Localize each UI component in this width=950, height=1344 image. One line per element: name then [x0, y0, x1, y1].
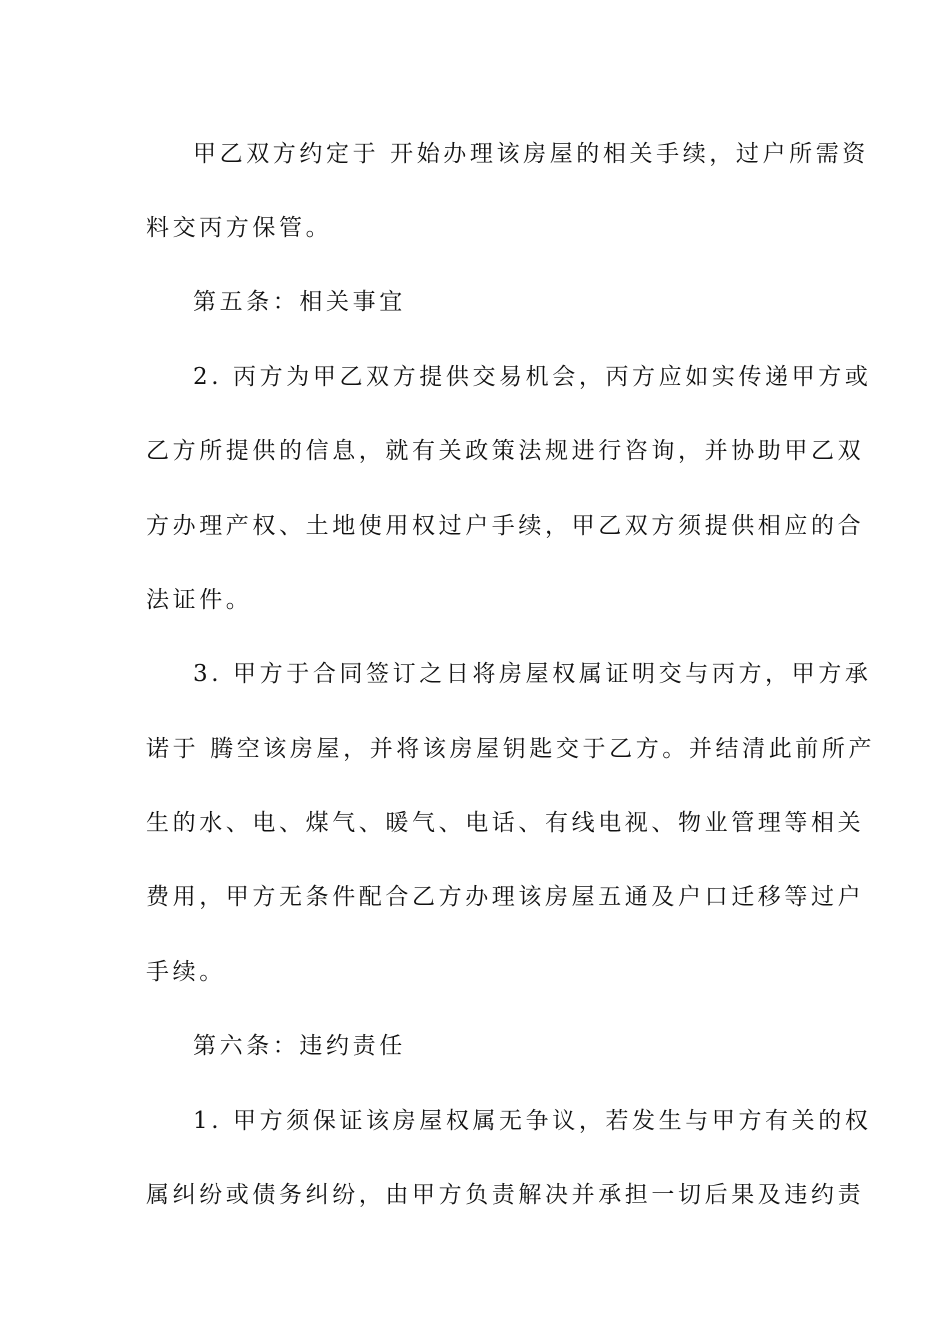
text-line: 生的水、电、煤气、暖气、电话、有线电视、物业管理等相关: [146, 810, 865, 836]
text-line: 方办理产权、土地使用权过户手续，甲乙双方须提供相应的合: [146, 513, 865, 539]
text-line: 乙方所提供的信息，就有关政策法规进行咨询，并协助甲乙双: [146, 438, 865, 464]
text-line: 料交丙方保管。: [146, 215, 333, 241]
section-heading: 第六条：违约责任: [193, 1033, 406, 1059]
section-heading: 第五条：相关事宜: [193, 289, 406, 315]
text-line: 法证件。: [146, 587, 253, 613]
text-line: 手续。: [146, 959, 226, 985]
text-line: 属纠纷或债务纠纷，由甲方负责解决并承担一切后果及违约责: [146, 1182, 865, 1208]
text-line: 2. 丙方为甲乙双方提供交易机会，丙方应如实传递甲方或: [193, 364, 872, 390]
text-line: 诺于 腾空该房屋，并将该房屋钥匙交于乙方。并结清此前所产: [146, 736, 876, 762]
text-line: 3. 甲方于合同签订之日将房屋权属证明交与丙方，甲方承: [193, 661, 872, 687]
text-line: 费用，甲方无条件配合乙方办理该房屋五通及户口迁移等过户: [146, 884, 865, 910]
text-line: 1. 甲方须保证该房屋权属无争议，若发生与甲方有关的权: [193, 1108, 872, 1134]
text-line: 甲乙双方约定于 开始办理该房屋的相关手续，过户所需资: [193, 141, 869, 167]
